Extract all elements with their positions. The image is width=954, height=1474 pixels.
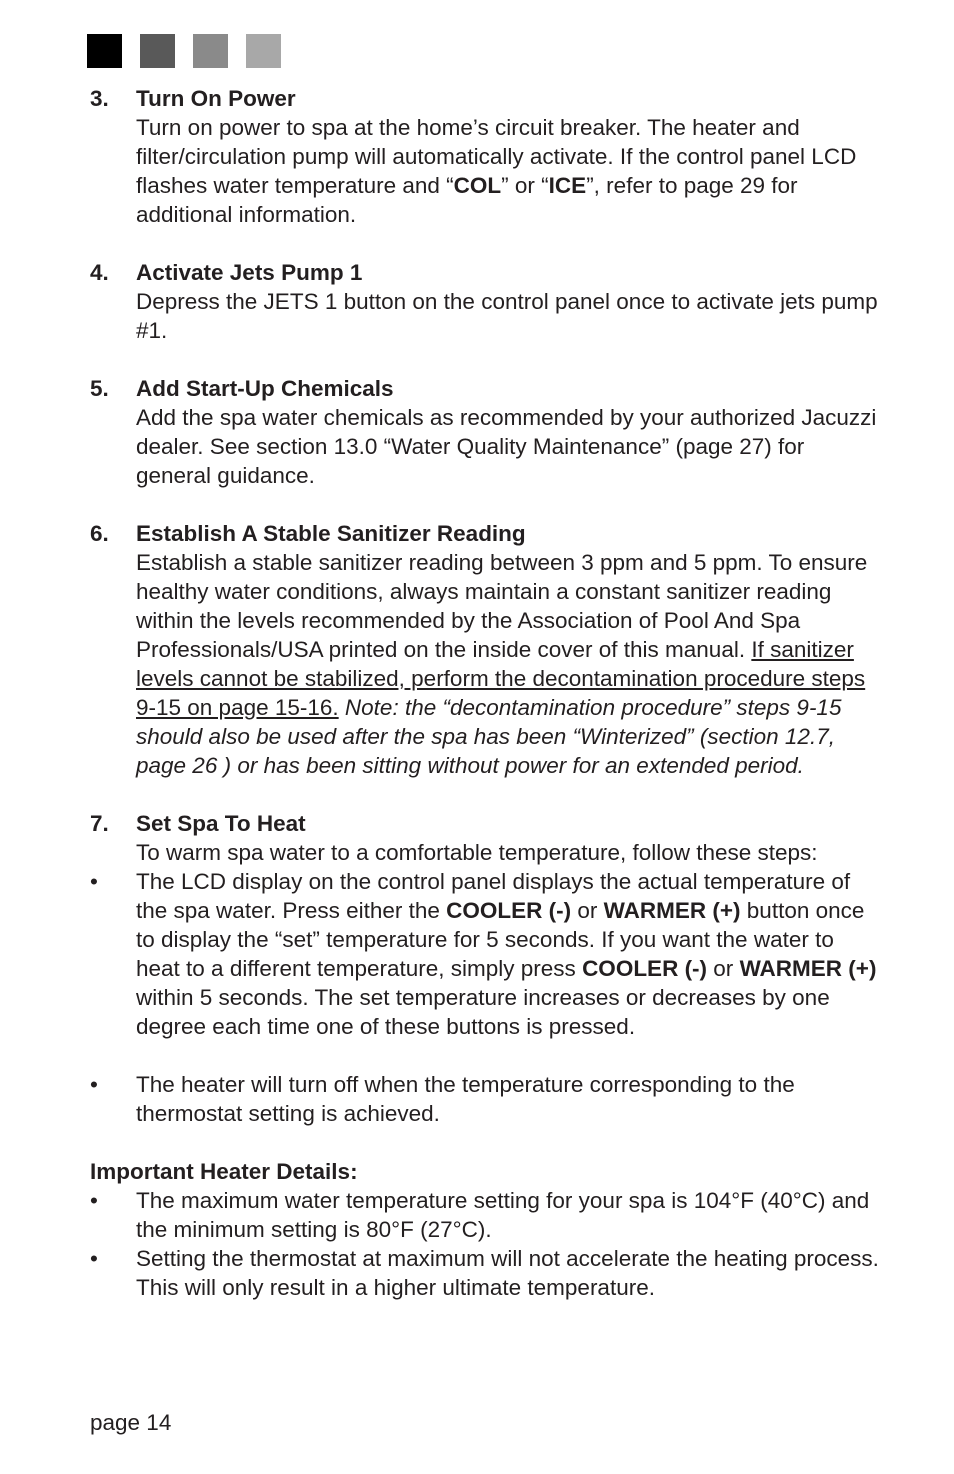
step-number: 6.	[90, 521, 109, 546]
step-title: Turn On Power	[136, 86, 296, 111]
step-body: Establish a stable sanitizer reading between 3 ppm and 5 ppm. To ensure healthy water conditions, always maintain a constant sanitizer reading within the levels recommended by the Association of Pool And Spa Professionals/USA printed on the inside cover of this manual. If sanitizer levels cannot be stabilized, perform the decontamination procedure steps 9-15 on page 15-16. Note: the “decontamination procedure” steps 9-15 should also be used after the spa has been “Winterized” (section 12.7, page 26 ) or has been sitting without power for an extended period.	[136, 550, 868, 778]
step-title: Activate Jets Pump 1	[136, 260, 363, 285]
header-square-2	[140, 34, 175, 68]
step-6	[90, 519, 880, 780]
bullet-max-temp	[90, 1186, 880, 1244]
step-body: To warm spa water to a comfortable temperature, follow these steps:	[136, 840, 818, 865]
decontamination-instruction: If sanitizer levels cannot be stabilized, perform the decontamination procedure steps 9-15 on page 15-16.	[136, 637, 866, 720]
bullet-text: The heater will turn off when the temperature corresponding to the thermostat setting is achieved.	[136, 1072, 795, 1126]
header-square-4	[246, 34, 281, 68]
step-number: 5.	[90, 376, 109, 401]
page-number: page 14	[90, 1410, 172, 1435]
step-body: Add the spa water chemicals as recommended by your authorized Jacuzzi dealer. See section 13.0 “Water Quality Maintenance” (page 27) for general guidance.	[136, 405, 877, 488]
step-title: Add Start-Up Chemicals	[136, 376, 394, 401]
header-square-1	[87, 34, 122, 68]
step-number: 4.	[90, 260, 109, 285]
header-square-3	[193, 34, 228, 68]
bullet-text: The maximum water temperature setting for your spa is 104°F (40°C) and the minimum setting is 80°F (27°C).	[136, 1188, 870, 1242]
bullet-mark: •	[90, 869, 98, 894]
step-body: Depress the JETS 1 button on the control panel once to activate jets pump #1.	[136, 289, 878, 343]
step-7	[90, 809, 880, 867]
bullet-thermostat	[90, 1244, 880, 1302]
step-title: Establish A Stable Sanitizer Reading	[136, 521, 526, 546]
bullet-text: Setting the thermostat at maximum will not accelerate the heating process. This will only result in a higher ultimate temperature.	[136, 1246, 879, 1300]
bullet-text: The LCD display on the control panel displays the actual temperature of the spa water. Press either the COOLER (-) or WARMER (+) button once to display the “set” temperature for 5 seconds. If you want the water to heat to a different temperature, simply press COOLER (-) or WARMER (+) within 5 seconds. The set temperature increases or decreases by one degree each time one of these buttons is pressed.	[136, 869, 877, 1039]
bullet-mark: •	[90, 1188, 98, 1213]
step-number: 3.	[90, 86, 109, 111]
decontamination-note: Note: the “decontamination procedure” steps 9-15 should also be used after the spa has been “Winterized” (section 12.7, page 26 ) or has been sitting without power for an extended period.	[136, 695, 842, 778]
bullet-mark: •	[90, 1072, 98, 1097]
step-4	[90, 258, 880, 345]
bullet-mark: •	[90, 1246, 98, 1271]
bullet-lcd-display	[90, 867, 880, 1041]
step-3	[90, 84, 880, 229]
page-content	[90, 84, 880, 1302]
step-number: 7.	[90, 811, 109, 836]
bullet-heater-off	[90, 1070, 880, 1128]
important-heading: Important Heater Details:	[90, 1159, 358, 1184]
step-body: Turn on power to spa at the home’s circuit breaker. The heater and filter/circulation pump will automatically activate. If the control panel LCD flashes water temperature and “COL” or “ICE”, refer to page 29 for additional information.	[136, 115, 857, 227]
step-5	[90, 374, 880, 490]
header-squares	[87, 34, 281, 68]
step-title: Set Spa To Heat	[136, 811, 306, 836]
